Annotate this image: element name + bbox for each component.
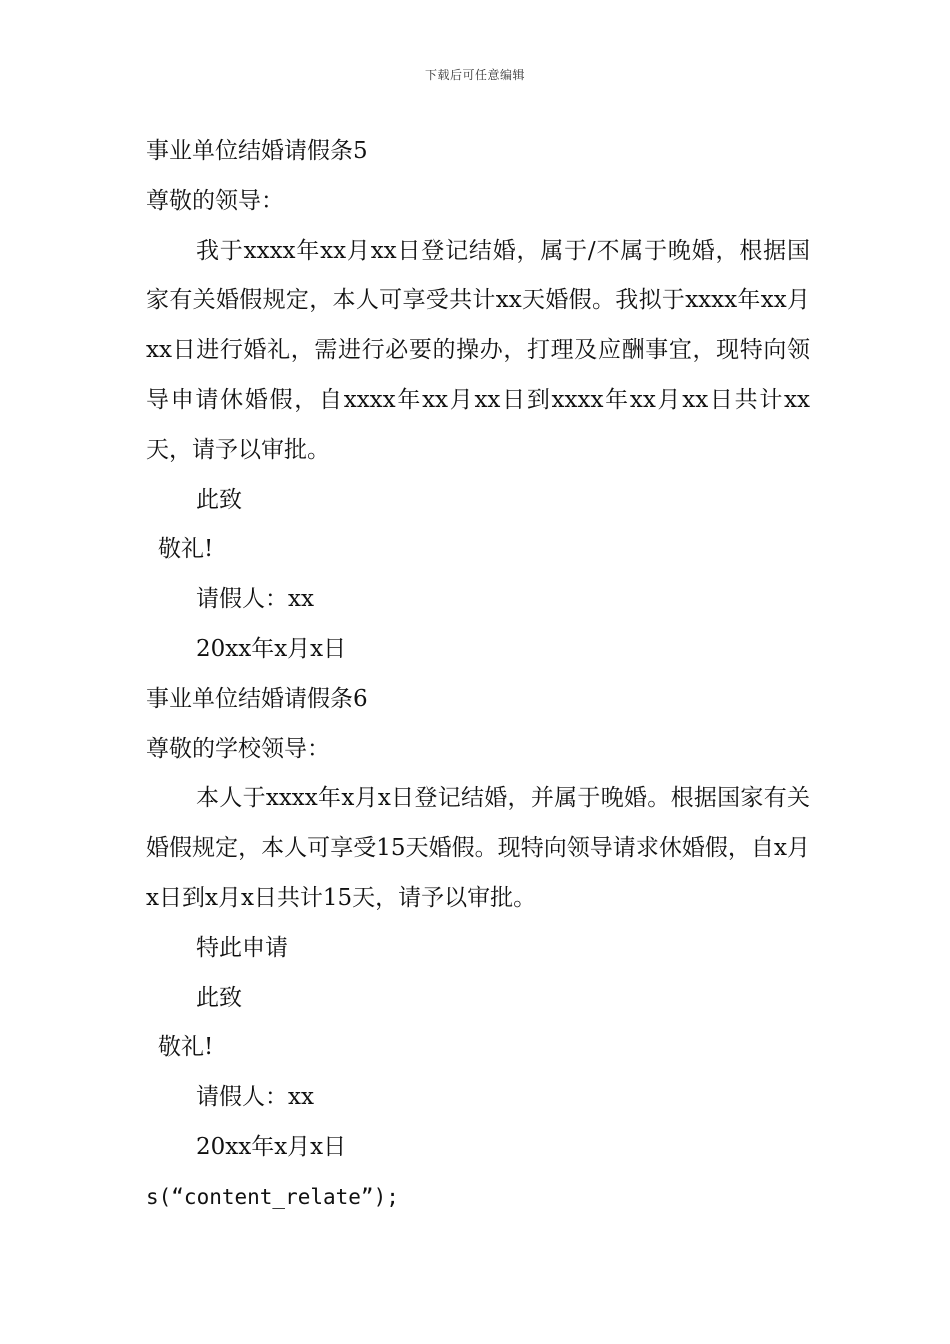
date: 20xx年x月x日 — [196, 635, 347, 662]
date: 20xx年x月x日 — [196, 1133, 347, 1160]
salutation: 尊敬的领导： — [146, 187, 284, 214]
signer: 请假人：xx — [196, 586, 314, 613]
body-paragraph: 我于xxxx年xx月xx日登记结婚，属于/不属于晚婚，根据国家有关婚假规定，本人可享受共计xx天婚假。我拟于xxxx年xx月xx日进行婚礼，需进行必要的操办，打理及应酬事宜，现特向领导申请休婚假，自xxxx年xx月xx日到xxxx年xx月xx日共计xx天，请予以审批。 — [146, 237, 810, 463]
signer: 请假人：xx — [196, 1084, 314, 1111]
section-title: 事业单位结婚请假条6 — [146, 685, 368, 712]
closing-jingli: 敬礼! — [158, 536, 214, 563]
page-header-note: 下载后可任意编辑 — [424, 68, 525, 82]
section-title: 事业单位结婚请假条5 — [146, 138, 368, 164]
salutation: 尊敬的学校领导： — [146, 735, 330, 762]
footer-code: s(“content_relate”); — [146, 1184, 399, 1209]
special-request: 特此申请 — [196, 934, 288, 961]
closing-cizhi: 此致 — [196, 984, 242, 1011]
body-paragraph: 本人于xxxx年x月x日登记结婚，并属于晚婚。根据国家有关婚假规定，本人可享受15天婚假。现特向领导请求休婚假，自x月x日到x月x日共计15天，请予以审批。 — [146, 785, 810, 911]
document-body — [146, 127, 810, 1223]
closing-cizhi: 此致 — [196, 486, 242, 513]
closing-jingli: 敬礼! — [158, 1034, 214, 1061]
